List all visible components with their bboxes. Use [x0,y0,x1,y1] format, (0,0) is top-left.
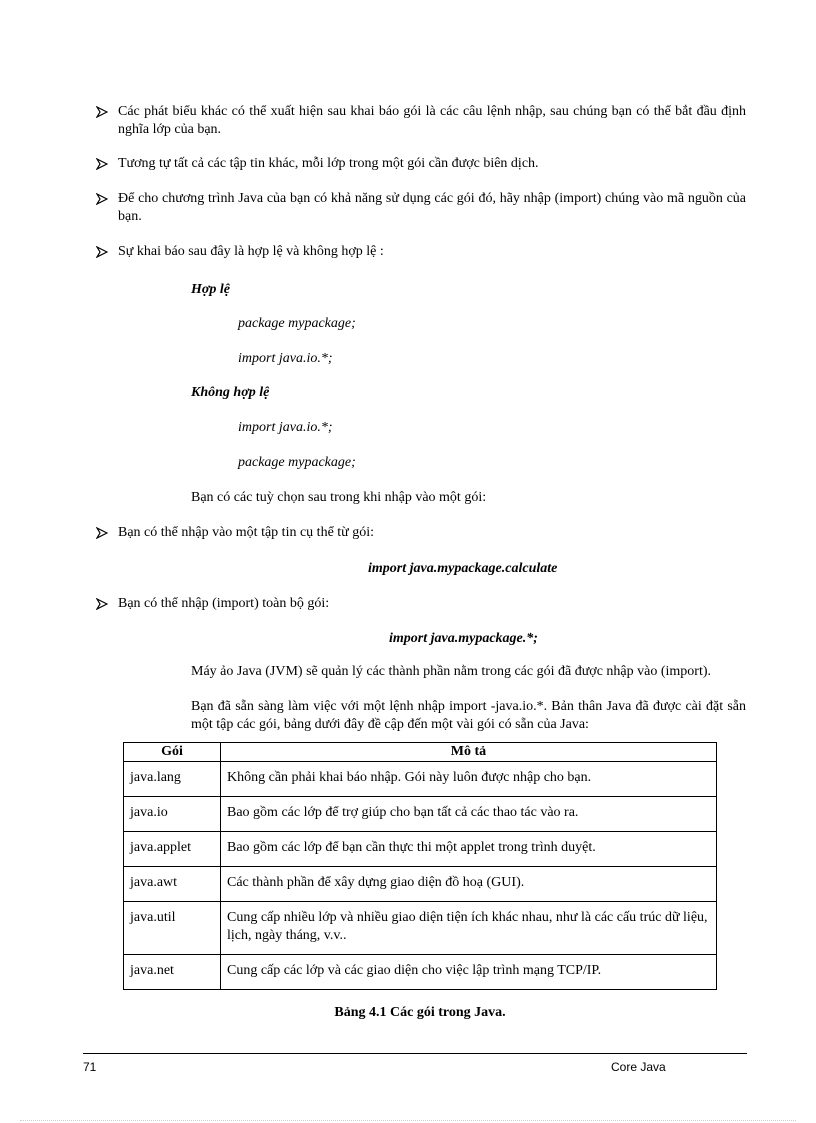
import-specific-code: import java.mypackage.calculate [368,561,558,576]
table-caption: Bảng 4.1 Các gói trong Java. [334,1005,506,1020]
bullet-item [96,524,746,544]
footer-divider [83,1053,747,1054]
package-name: java.lang [124,762,221,797]
bullet-text: Để cho chương trình Java của bạn có khả năng sử dụng các gói đó, hãy nhập (import) chúng vào mã nguồn của bạn. [118,191,746,224]
arrowhead-bullet-icon [96,106,108,118]
arrowhead-bullet-icon [96,158,108,170]
bullet-text: Tương tự tất cả các tập tin khác, mỗi lớp trong một gói cần được biên dịch. [118,156,539,171]
package-description: Bao gồm các lớp để trợ giúp cho bạn tất cả các thao tác vào ra. [221,797,717,832]
package-description: Cung cấp nhiều lớp và nhiều giao diện tiện ích khác nhau, như là các cấu trúc dữ liệu, lịch, ngày tháng, v.v.. [221,902,717,955]
header-description: Mô tả [221,743,717,762]
table-row [124,762,717,797]
table-row [124,832,717,867]
bullet-text: Bạn có thể nhập vào một tập tin cụ thể từ gói: [118,525,375,540]
import-all-code: import java.mypackage.*; [389,631,538,646]
code-line: package mypackage; [238,455,356,470]
header-package: Gói [124,743,221,762]
valid-heading: Hợp lệ [191,282,231,297]
package-name: java.io [124,797,221,832]
package-name: java.awt [124,867,221,902]
page-edge [20,1120,796,1121]
package-name: java.applet [124,832,221,867]
package-description: Không cần phải khai báo nhập. Gói này luôn được nhập cho bạn. [221,762,717,797]
jvm-paragraph: Máy ảo Java (JVM) sẽ quản lý các thành phần nằm trong các gói đã được nhập vào (import). [191,664,711,679]
bullet-item [96,595,746,615]
bullet-item [96,243,746,263]
bullet-item [96,103,746,143]
code-line: import java.io.*; [238,420,333,435]
arrowhead-bullet-icon [96,246,108,258]
footer-title: Core Java [611,1060,666,1074]
table-row [124,867,717,902]
table-row [124,797,717,832]
package-description: Cung cấp các lớp và các giao diện cho việc lập trình mạng TCP/IP. [221,955,717,990]
table-row [124,902,717,955]
bullet-text: Sự khai báo sau đây là hợp lệ và không hợp lệ : [118,244,384,259]
code-line: import java.io.*; [238,351,333,366]
package-name: java.util [124,902,221,955]
package-description: Các thành phần để xây dựng giao diện đồ hoạ (GUI). [221,867,717,902]
code-line: package mypackage; [238,316,356,331]
arrowhead-bullet-icon [96,598,108,610]
package-description: Bao gồm các lớp để bạn cần thực thi một applet trong trình duyệt. [221,832,717,867]
bullet-text: Các phát biểu khác có thể xuất hiện sau khai báo gói là các câu lệnh nhập, sau chúng bạn có thể bắt đầu định nghĩa lớp của bạn. [118,104,746,137]
arrowhead-bullet-icon [96,193,108,205]
bullet-item [96,190,746,230]
table-row [124,955,717,990]
bullet-item [96,155,746,175]
page-number: 71 [83,1060,97,1074]
invalid-heading: Không hợp lệ [191,385,270,400]
packages-table [123,742,717,990]
package-name: java.net [124,955,221,990]
bullet-text: Bạn có thể nhập (import) toàn bộ gói: [118,596,330,611]
arrowhead-bullet-icon [96,527,108,539]
table-header-row [124,743,717,762]
ready-paragraph: Bạn đã sẵn sàng làm việc với một lệnh nhập import -java.io.*. Bản thân Java đã được cài đặt sẵn một tập các gói, bảng dưới đây đề cập đến một vài gói có sẵn của Java: [191,699,746,732]
options-intro: Bạn có các tuỳ chọn sau trong khi nhập vào một gói: [191,490,487,505]
